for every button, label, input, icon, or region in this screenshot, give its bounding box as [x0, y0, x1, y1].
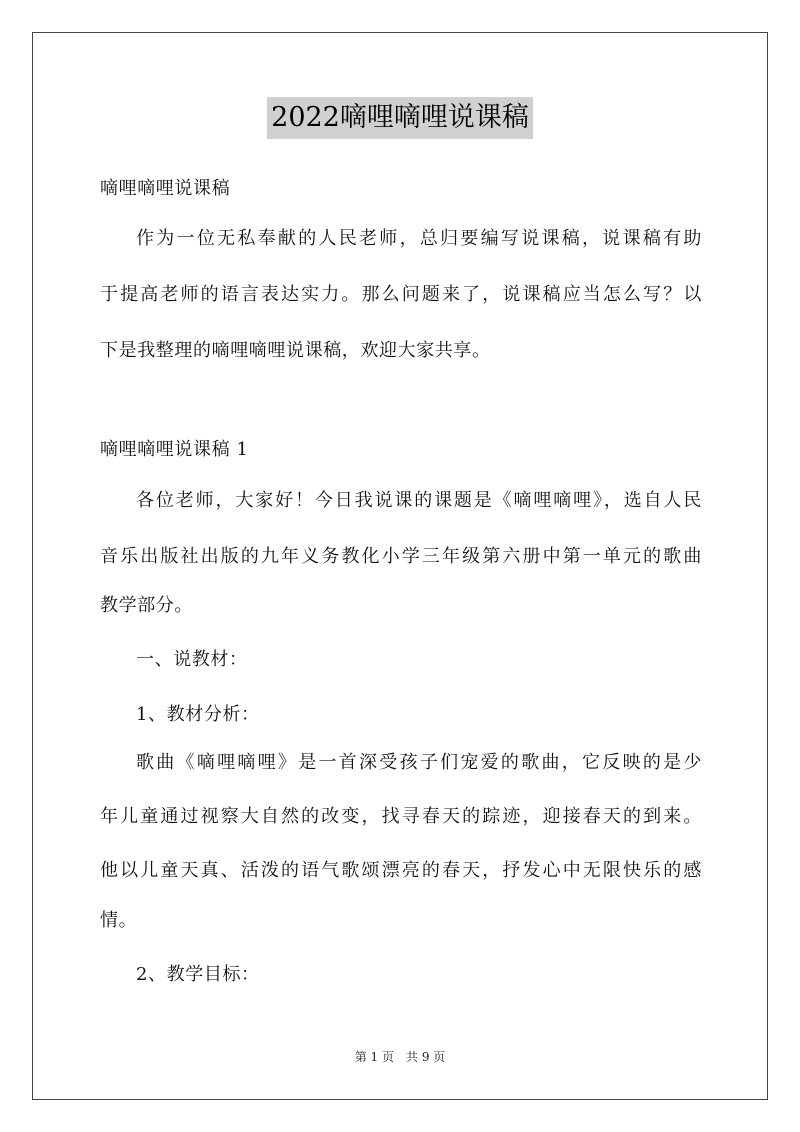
intro-line-1: 作为一位无私奉献的人民老师，总归要编写说课稿，说课稿有助 — [136, 228, 702, 249]
paragraph2-line-3: 他以儿童天真、活泼的语气歌颂漂亮的春天，抒发心中无限快乐的感 — [100, 860, 702, 881]
paragraph1-line-3: 教学部分。 — [100, 595, 193, 616]
subtitle: 嘀哩嘀哩说课稿 — [100, 178, 231, 199]
point-one-heading: 一、说教材： — [136, 649, 248, 670]
intro-line-2: 于提高老师的语言表达实力。那么问题来了，说课稿应当怎么写？以 — [100, 284, 702, 305]
paragraph1-line-2: 音乐出版社出版的九年义务教化小学三年级第六册中第一单元的歌曲 — [100, 546, 702, 567]
paragraph2-line-1: 歌曲《嘀哩嘀哩》是一首深受孩子们宠爱的歌曲，它反映的是少 — [136, 752, 702, 773]
point-one-subheading: 1、教材分析： — [136, 704, 260, 725]
point-two-subheading: 2、教学目标： — [136, 964, 260, 985]
paragraph2-line-2: 年儿童通过视察大自然的改变，找寻春天的踪迹，迎接春天的到来。 — [100, 806, 702, 827]
intro-line-3: 下是我整理的嘀哩嘀哩说课稿，欢迎大家共享。 — [100, 340, 491, 361]
paragraph1-line-1: 各位老师，大家好！今日我说课的课题是《嘀哩嘀哩》，选自人民 — [136, 490, 702, 511]
title-container — [0, 97, 800, 139]
section-heading: 嘀哩嘀哩说课稿 1 — [100, 439, 249, 460]
document-title: 2022嘀哩嘀哩说课稿 — [267, 97, 533, 139]
paragraph2-line-4: 情。 — [100, 910, 138, 931]
page-footer: 第 1 页 共 9 页 — [354, 1050, 446, 1064]
